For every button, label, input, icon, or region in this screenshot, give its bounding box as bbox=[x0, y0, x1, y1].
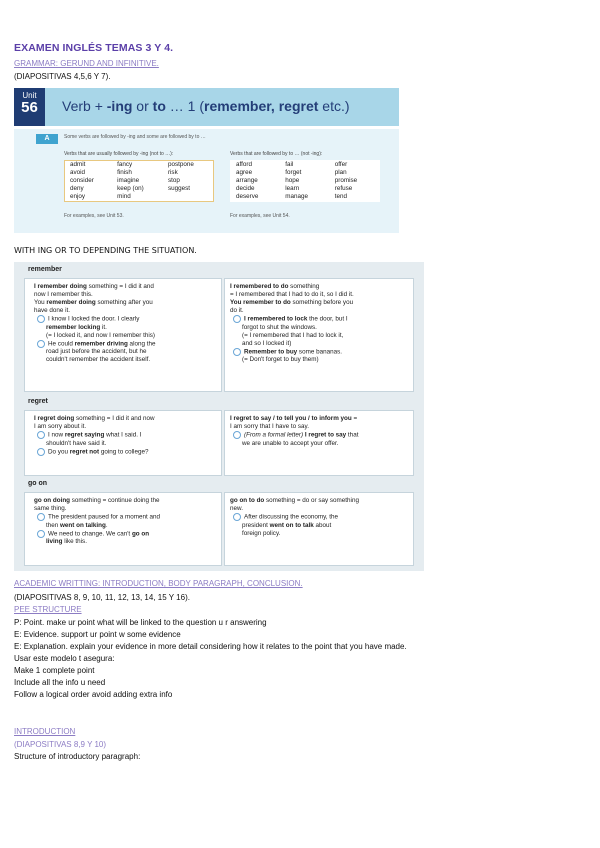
verb-cell: manage bbox=[285, 193, 308, 200]
section-a-intro: Some verbs are followed by -ing and some are followed by to … bbox=[64, 134, 206, 140]
grammar-link[interactable]: GRAMMAR: GERUND AND INFINITIVE. bbox=[14, 59, 159, 68]
regret-title: regret bbox=[28, 398, 48, 405]
with-heading: WITH ING OR TO DEPENDING THE SITUATION. bbox=[14, 246, 197, 255]
remember-right-text: I remembered to do something = I remembered that I had to do it, so I did it. You remember to do something before you do it. I remembered to lock the door, but I forgot to shut the windows. (= I remembered that I had to lock it, and so I locked it) Remember to buy some bananas. (= Don't forget to buy them) bbox=[230, 283, 354, 364]
verb-cell: promise bbox=[334, 177, 358, 184]
unit-title: Verb + -ing or to … 1 (remember, regret etc.) bbox=[62, 98, 350, 114]
writing-slides: (DIAPOSITIVAS 8, 9, 10, 11, 12, 13, 14, 15 Y 16). bbox=[14, 593, 190, 602]
right-verbs-heading: Verbs that are followed by to … (not -ing): bbox=[230, 151, 323, 157]
bullet-icon bbox=[233, 348, 241, 356]
goon-right-text: go on to do something = do or say something new. After discussing the economy, the president went on to talk about foreign policy. bbox=[230, 497, 359, 537]
verb-row bbox=[65, 185, 214, 193]
verb-cell: fail bbox=[285, 161, 294, 168]
verb-cell: keep (on) bbox=[117, 185, 144, 192]
verb-cell: decide bbox=[236, 185, 255, 192]
verb-cell: forget bbox=[285, 169, 302, 176]
regret-left-text: I regret doing something = I did it and now I am sorry about it. I now regret saying what I said. I shouldn't have said it. Do you regret not going to college? bbox=[34, 415, 155, 456]
verb-cell: offer bbox=[334, 161, 348, 168]
bullet-icon bbox=[37, 513, 45, 521]
verb-row bbox=[65, 169, 214, 177]
verb-cell bbox=[163, 193, 214, 202]
pee-lines bbox=[14, 617, 594, 701]
ing-verbs-table bbox=[64, 160, 214, 202]
regret-right-text: I regret to say / to tell you / to inform you = I am sorry that I have to say. (From a formal letter) I regret to say that we are unable to accept your offer. bbox=[230, 415, 359, 447]
pee-line: Make 1 complete point bbox=[14, 666, 95, 675]
pee-link[interactable]: PEE STRUCTURE bbox=[14, 605, 82, 614]
verb-cell: arrange bbox=[236, 177, 258, 184]
bullet-icon bbox=[37, 448, 45, 456]
verb-cell: afford bbox=[236, 161, 252, 168]
pee-line: Usar este modelo t asegura: bbox=[14, 654, 115, 663]
verb-row bbox=[231, 185, 380, 193]
pee-line: E: Explanation. explain your evidence in more detail considering how it relates to the point that you have made. bbox=[14, 642, 407, 651]
grammar-slides: (DIAPOSITIVAS 4,5,6 Y 7). bbox=[14, 72, 111, 81]
remember-left-text: I remember doing something = I did it and now I remember this. You remember doing something after you have done it. I know I locked the door. I clearly remember locking it. (= I locked it, and now I remember this) He could remember driving along the road just before the accident, but he couldn't remember the accident itself. bbox=[34, 283, 156, 364]
verb-cell: consider bbox=[70, 177, 94, 184]
verb-cell: admit bbox=[70, 161, 86, 168]
verb-row bbox=[231, 193, 380, 202]
bullet-icon bbox=[233, 315, 241, 323]
verb-cell: deserve bbox=[236, 193, 259, 200]
verb-row bbox=[231, 161, 380, 170]
verb-row bbox=[65, 193, 214, 202]
pee-line: P: Point. make ur point what will be linked to the question u r answering bbox=[14, 618, 267, 627]
verb-cell: deny bbox=[70, 185, 84, 192]
verb-row bbox=[65, 161, 214, 170]
verb-row bbox=[65, 177, 214, 185]
left-verbs-heading: Verbs that are usually followed by -ing (not to …): bbox=[64, 151, 174, 157]
verb-cell: risk bbox=[167, 169, 178, 176]
unit-label: Unit bbox=[22, 91, 37, 100]
intro-link[interactable]: INTRODUCTION bbox=[14, 727, 76, 736]
verb-cell: enjoy bbox=[70, 193, 86, 200]
pee-line: Include all the info u need bbox=[14, 678, 106, 687]
verb-row bbox=[231, 169, 380, 177]
left-foot: For examples, see Unit 53. bbox=[64, 213, 124, 219]
verb-cell: agree bbox=[236, 169, 253, 176]
verb-cell: hope bbox=[285, 177, 300, 184]
bullet-icon bbox=[233, 431, 241, 439]
pee-line: Follow a logical order avoid adding extra info bbox=[14, 690, 173, 699]
to-verbs-table bbox=[230, 160, 380, 202]
right-foot: For examples, see Unit 54. bbox=[230, 213, 290, 219]
writing-link[interactable]: ACADEMIC WRITTING: INTRODUCTION, BODY PARAGRAPH, CONCLUSION. bbox=[14, 579, 303, 588]
remember-title: remember bbox=[28, 266, 62, 273]
verb-cell: postpone bbox=[167, 161, 194, 168]
verb-cell: avoid bbox=[70, 169, 86, 176]
intro-slides: (DIAPOSITIVAS 8,9 Y 10) bbox=[14, 740, 107, 749]
goon-left-text: go on doing something = continue doing the same thing. The president paused for a moment and then went on talking. We need to change. We can't go on living like this. bbox=[34, 497, 161, 546]
verb-cell: imagine bbox=[117, 177, 140, 184]
bullet-icon bbox=[37, 340, 45, 348]
unit-number: 56 bbox=[21, 99, 38, 116]
verb-cell: suggest bbox=[167, 185, 190, 192]
bullet-icon bbox=[37, 431, 45, 439]
page-title: EXAMEN INGLÉS TEMAS 3 Y 4. bbox=[14, 42, 174, 54]
bullet-icon bbox=[37, 530, 45, 538]
intro-structure: Structure of introductory paragraph: bbox=[14, 752, 141, 761]
section-a-tag: A bbox=[36, 134, 58, 144]
bullet-icon bbox=[233, 513, 241, 521]
bullet-icon bbox=[37, 315, 45, 323]
goon-title: go on bbox=[28, 480, 48, 487]
verb-cell: finish bbox=[117, 169, 132, 176]
verb-cell: learn bbox=[285, 185, 300, 192]
verb-cell: stop bbox=[167, 177, 180, 184]
unit-number-box bbox=[14, 88, 45, 126]
verb-cell: tend bbox=[334, 193, 348, 200]
verb-row bbox=[231, 177, 380, 185]
verb-cell: plan bbox=[334, 169, 347, 176]
verb-cell: mind bbox=[117, 193, 131, 200]
verb-cell: fancy bbox=[117, 161, 133, 168]
verb-cell: refuse bbox=[334, 185, 353, 192]
pee-line: E: Evidence. support ur point w some evidence bbox=[14, 630, 181, 639]
